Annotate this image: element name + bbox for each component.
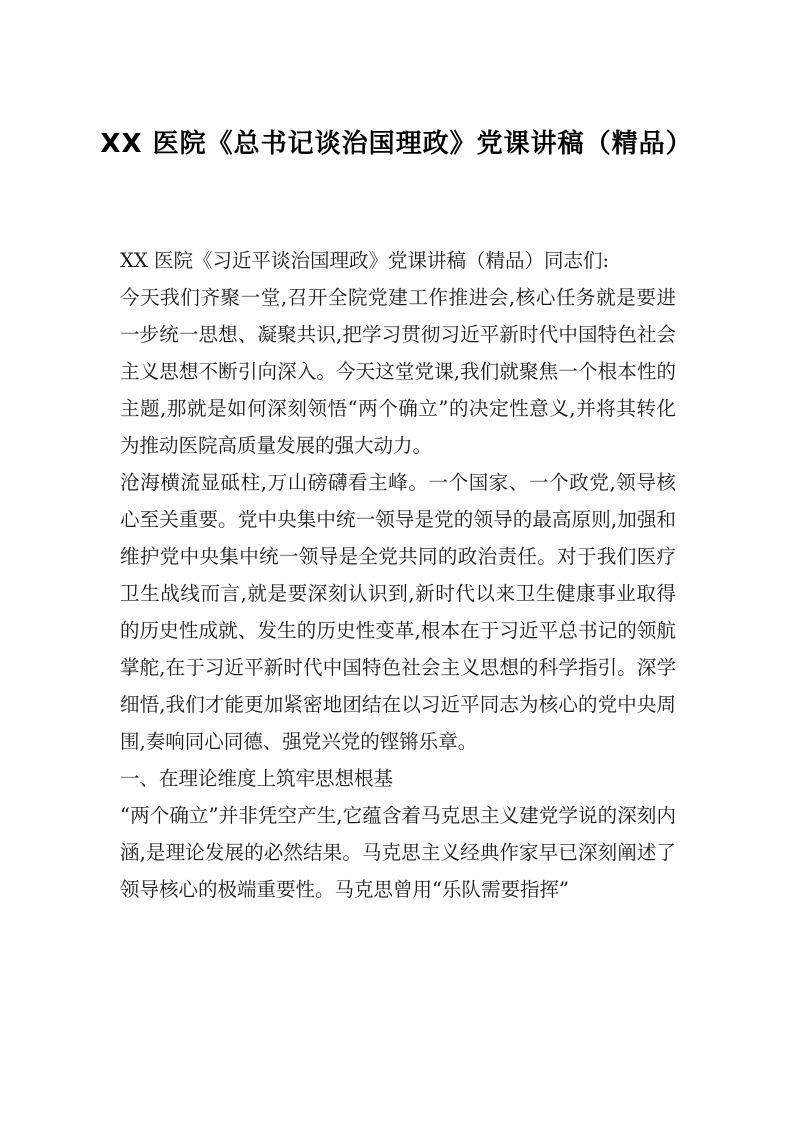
greeting-paragraph: XX 医院《习近平谈治国理政》党课讲稿（精品）同志们: xyxy=(120,249,610,272)
section-heading: 一、在理论维度上筑牢思想根基 xyxy=(120,767,394,790)
document-title: XX 医院《总书记谈治国理政》党课讲稿（精品） xyxy=(100,129,693,159)
document-body xyxy=(120,242,676,908)
core-leadership-paragraph: 沧海横流显砥柱,万山磅礴看主峰。一个国家、一个政党,领导核心至关重要。党中央集中统一领导是党的领导的最高原则,加强和维护党中央集中统一领导是全党共同的政治责任。对于我们医疗卫生战线而言,就是要深刻认识到,新时代以来卫生健康事业取得的历史性成就、发生的历史性变革,根本在于习近平总书记的领航掌舵,在于习近平新时代中国特色社会主义思想的科学指引。深学细悟,我们才能更加紧密地团结在以习近平同志为核心的党中央周围,奏响同心同德、强党兴党的铿锵乐章。 xyxy=(120,471,676,753)
intro-paragraph: 今天我们齐聚一堂,召开全院党建工作推进会,核心任务就是要进一步统一思想、凝聚共识,把学习贯彻习近平新时代中国特色社会主义思想不断引向深入。今天这堂党课,我们就聚焦一个根本性的主题,那就是如何深刻领悟“两个确立”的决定性意义,并将其转化为推动医院高质量发展的强大动力。 xyxy=(120,286,676,457)
theory-paragraph: “两个确立”并非凭空产生,它蕴含着马克思主义建党学说的深刻内涵,是理论发展的必然结果。马克思主义经典作家早已深刻阐述了领导核心的极端重要性。马克思曾用“乐队需要指挥” xyxy=(120,804,676,901)
